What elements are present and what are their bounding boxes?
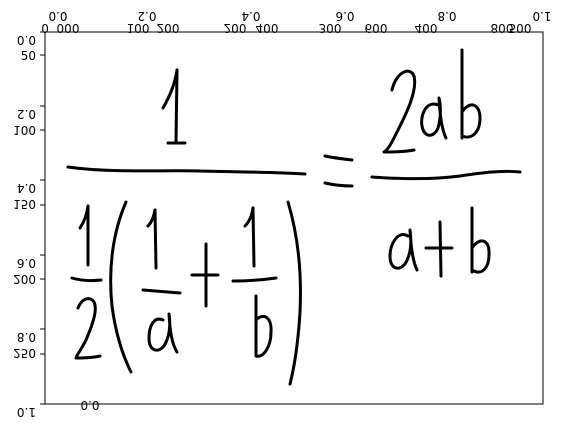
left-tick-outer-5: 1.0 — [16, 405, 36, 418]
top-tick-c-2: 400 — [255, 21, 279, 35]
top-tick-c-0: 000 — [56, 21, 80, 35]
top-tick-a-3: 0.6 — [335, 9, 355, 23]
top-tick-a-2: 0.4 — [241, 9, 261, 23]
left-tick-outer-4: 0.8 — [16, 330, 36, 344]
top-tick-c-3: 600 — [364, 21, 388, 35]
left-axis — [40, 32, 45, 404]
top-tick-b-3: 300 — [318, 21, 342, 35]
top-tick-c-1: 200 — [156, 21, 180, 35]
top-tick-a-4: 0.8 — [437, 9, 457, 23]
top-tick-a-0: 0.0 — [48, 9, 68, 23]
lhs-denominator — [72, 202, 300, 384]
top-tick-b-0: 0 — [41, 21, 49, 35]
top-tick-a-5: 1.0 — [532, 9, 552, 23]
left-tick-inner-3: 200 — [13, 272, 36, 286]
handwritten-equation — [68, 50, 520, 384]
lhs-numerator — [163, 70, 185, 143]
top-tick-labels — [41, 9, 551, 35]
top-tick-b-5: 500 — [508, 21, 532, 35]
left-tick-inner-1: 100 — [13, 123, 36, 137]
left-tick-outer-1: 0.2 — [16, 107, 36, 121]
left-tick-inner-0: 50 — [20, 49, 36, 63]
left-tick-outer-2: 0.4 — [16, 181, 36, 195]
equals-sign — [325, 156, 352, 186]
rhs-fraction-bar — [372, 171, 520, 178]
lhs-fraction-bar — [68, 167, 305, 174]
top-tick-b-4: 400 — [414, 21, 438, 35]
rhs-numerator — [384, 50, 480, 152]
top-tick-b-1: 100 — [126, 21, 150, 35]
rhs-denominator — [390, 208, 489, 276]
left-tick-inner-2: 150 — [13, 197, 36, 211]
top-tick-a-1: 0.2 — [137, 9, 157, 23]
left-tick-outer-3: 0.6 — [16, 256, 36, 270]
top-tick-b-2: 200 — [223, 21, 247, 35]
bottom-label: 0.0 — [80, 398, 100, 412]
left-tick-labels — [13, 33, 36, 418]
left-tick-outer-0: 0.0 — [16, 33, 36, 47]
top-tick-c-4: 800 — [490, 21, 514, 35]
left-tick-inner-4: 250 — [13, 346, 36, 360]
